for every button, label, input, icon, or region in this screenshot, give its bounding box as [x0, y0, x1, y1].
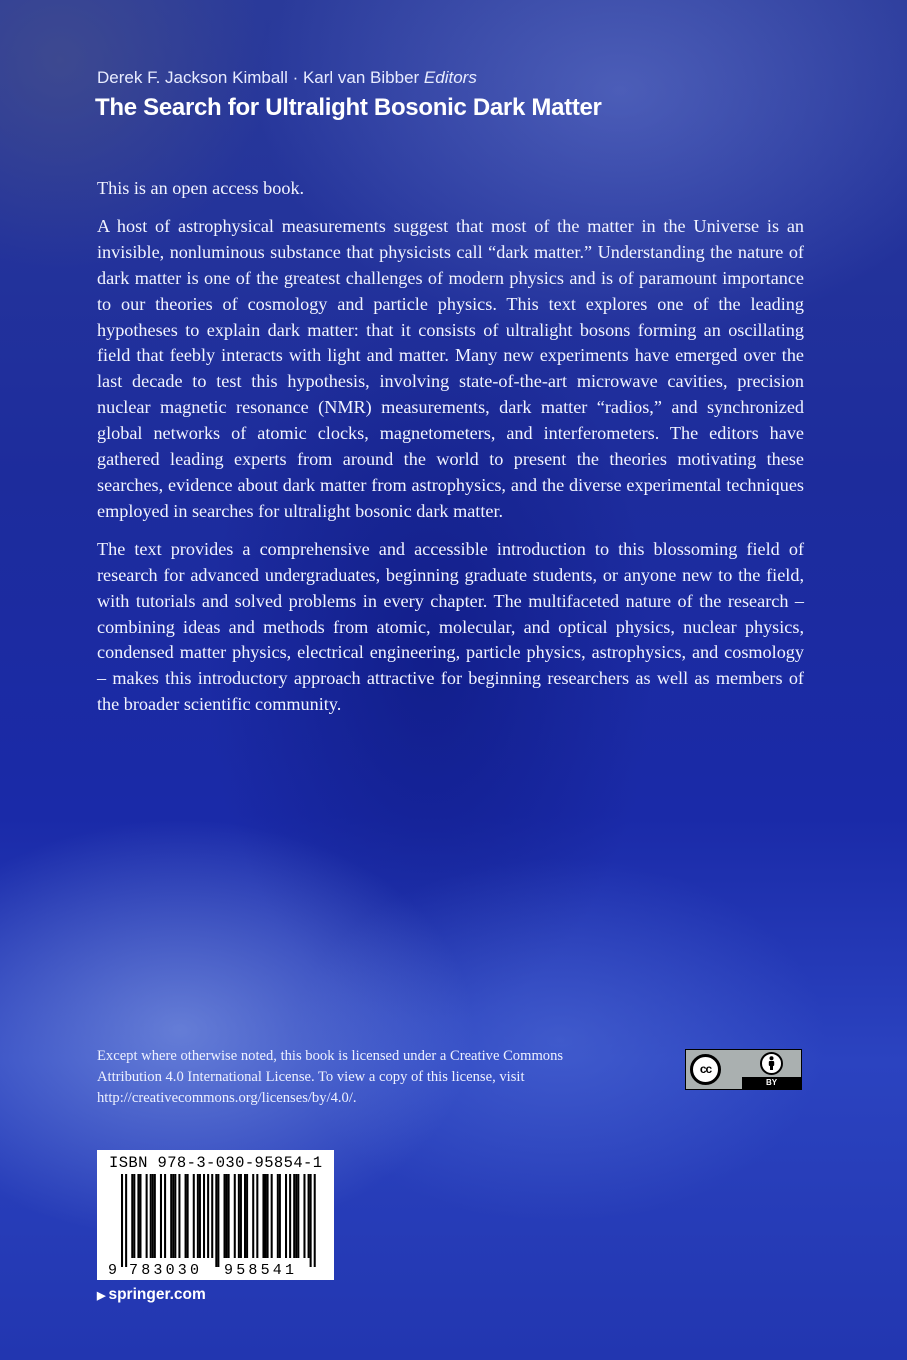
barcode-bar: [197, 1174, 199, 1258]
barcode-bar: [265, 1174, 267, 1258]
barcode-bar: [314, 1174, 316, 1267]
isbn-label: ISBN 978-3-030-95854-1: [109, 1154, 323, 1172]
barcode-bar: [164, 1174, 166, 1258]
barcode-bar: [267, 1174, 269, 1258]
barcode-bar: [160, 1174, 162, 1258]
barcode-bar: [172, 1174, 174, 1258]
barcode-bar: [308, 1174, 310, 1258]
barcode-bar: [238, 1174, 240, 1258]
barcode-bar: [244, 1174, 246, 1258]
barcode-bar: [185, 1174, 187, 1258]
publisher-link[interactable]: [97, 1286, 206, 1304]
by-label: BY: [742, 1077, 801, 1089]
cc-icon: cc: [690, 1054, 721, 1085]
barcode-bar: [295, 1174, 297, 1258]
license-notice: Except where otherwise noted, this book is licensed under a Creative Commons Attribution 4.0 International License. To view a copy of this license, visit http://creativecommons.org/licenses/by/4.0/.: [97, 1048, 564, 1106]
barcode-bar: [215, 1174, 217, 1267]
barcode-bar: [131, 1174, 133, 1258]
paragraph-open-access: This is an open access book.: [97, 178, 305, 198]
barcode-bar: [217, 1174, 219, 1267]
barcode-bar: [211, 1174, 213, 1258]
barcode-bar: [224, 1174, 226, 1258]
barcode-bar: [240, 1174, 242, 1258]
barcode-bar: [310, 1174, 312, 1267]
editors-role: Editors: [423, 68, 477, 87]
paragraph-summary: A host of astrophysical measurements suggest that most of the matter in the Universe is an invisible, nonluminous substance that physicists call “dark matter.” Understanding the nature of dark matter is one of the greatest challenges of modern physics and is of paramount importance to our theories of cosmology and particle physics. This text explores one of the leading hypotheses to explain dark matter: that it consists of ultralight bosons forming an oscillating field that feebly interacts with light and matter. Many new experiments have emerged over the last decade to test this hypothesis, involving state-of-the-art microwave cavities, precision nuclear magnetic resonance (NMR) measurements, dark matter “radios,” and synchronized global networks of atomic clocks, magnetometers, and interferometers. The editors have gathered leading experts from around the world to present the theories motivating these searches, evidence about dark matter from astrophysics, and the diverse experimental techniques employed in searches for ultralight bosonic dark matter.: [97, 215, 804, 521]
barcode-bar: [277, 1174, 279, 1258]
barcode-bar: [262, 1174, 264, 1258]
barcode-bar: [285, 1174, 287, 1258]
barcode-digits-left: 783030: [129, 1262, 203, 1279]
description: [97, 176, 804, 730]
barcode-bar: [121, 1174, 123, 1267]
barcode-bar: [139, 1174, 141, 1258]
barcode-bar: [137, 1174, 139, 1258]
barcode-bar: [133, 1174, 135, 1258]
barcode-bar: [303, 1174, 305, 1258]
barcode-block: [97, 1150, 334, 1280]
barcode-bar: [146, 1174, 148, 1258]
barcode-bar: [152, 1174, 154, 1258]
barcode-graphic: [97, 1150, 334, 1280]
barcode-digits-right: 958541: [224, 1262, 298, 1279]
barcode-digit-first: 9: [108, 1262, 118, 1279]
barcode-bar: [226, 1174, 228, 1258]
barcode-bar: [199, 1174, 201, 1258]
barcode-bar: [193, 1174, 195, 1258]
barcode-bar: [228, 1174, 230, 1258]
barcode-bar: [246, 1174, 248, 1258]
editors-names: Derek F. Jackson Kimball · Karl van Bibber: [97, 68, 420, 87]
barcode-bar: [170, 1174, 172, 1258]
barcode-bar: [207, 1174, 209, 1258]
barcode-bar: [234, 1174, 236, 1258]
barcode-bar: [271, 1174, 273, 1258]
barcode-bar: [150, 1174, 152, 1258]
publisher-site: springer.com: [108, 1286, 206, 1303]
barcode-bar: [178, 1174, 180, 1258]
barcode-bar: [203, 1174, 205, 1258]
paragraph-audience: The text provides a comprehensive and accessible introduction to this blossoming field of research for advanced undergraduates, beginning graduate students, or anyone new to the field, with tutorials and solved problems in every chapter. The multifaceted nature of the research – combining ideas and methods from atomic, molecular, and optical physics, nuclear physics, condensed matter physics, electrical engineering, particle physics, astrophysics, and cosmology – makes this introductory approach attractive for beginning researchers as well as members of the broader scientific community.: [97, 538, 804, 715]
barcode-bar: [174, 1174, 176, 1258]
editors-line: [97, 68, 477, 88]
barcode-bar: [297, 1174, 299, 1258]
barcode-bar: [289, 1174, 291, 1258]
barcode-bar: [154, 1174, 156, 1258]
cc-by-badge[interactable]: [685, 1049, 802, 1090]
barcode-bar: [293, 1174, 295, 1258]
barcode-bar: [252, 1174, 254, 1258]
book-title: The Search for Ultralight Bosonic Dark Matter: [95, 94, 602, 121]
barcode-bar: [256, 1174, 258, 1258]
arrow-icon: ▶: [97, 1290, 106, 1302]
attribution-icon: [760, 1052, 783, 1075]
barcode-bar: [279, 1174, 281, 1258]
barcode-bar: [187, 1174, 189, 1258]
barcode-bar: [125, 1174, 127, 1267]
